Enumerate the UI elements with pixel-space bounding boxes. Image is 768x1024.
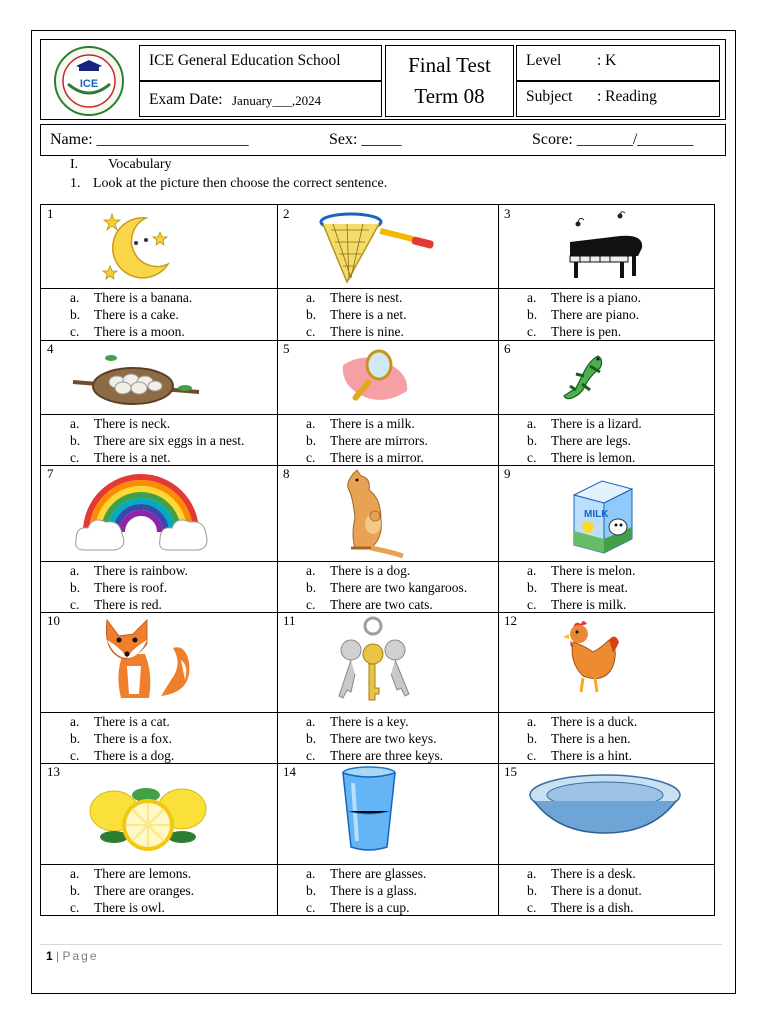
instruction-text: Look at the picture then choose the correct sentence. bbox=[93, 176, 388, 191]
answer-option[interactable] bbox=[498, 882, 714, 899]
answer-options bbox=[498, 561, 714, 613]
option-text: There is lemon. bbox=[551, 450, 636, 465]
question-cell bbox=[41, 205, 277, 340]
answer-option[interactable] bbox=[498, 865, 714, 882]
question-number: 5 bbox=[283, 341, 290, 356]
option-letter: a. bbox=[306, 416, 316, 431]
option-text: There are two kangaroos. bbox=[330, 580, 468, 595]
option-letter: a. bbox=[70, 563, 80, 578]
question-number: 2 bbox=[283, 206, 290, 221]
answer-option[interactable] bbox=[498, 747, 714, 764]
option-letter: a. bbox=[527, 714, 537, 729]
question-cell bbox=[41, 465, 277, 612]
question-cell bbox=[498, 205, 714, 340]
option-letter: c. bbox=[527, 900, 537, 915]
option-letter: b. bbox=[306, 731, 317, 746]
answer-option[interactable] bbox=[41, 865, 277, 882]
question-number: 13 bbox=[47, 764, 60, 779]
answer-options bbox=[41, 864, 277, 916]
glass-icon bbox=[339, 765, 399, 855]
option-letter: b. bbox=[70, 433, 81, 448]
option-text: There is a fox. bbox=[94, 731, 172, 746]
answer-option[interactable] bbox=[41, 306, 277, 323]
option-letter: b. bbox=[306, 580, 317, 595]
answer-option[interactable] bbox=[498, 579, 714, 596]
level-value: : K bbox=[597, 52, 617, 69]
school-logo bbox=[46, 44, 132, 118]
answer-option[interactable] bbox=[277, 882, 498, 899]
option-letter: a. bbox=[527, 563, 537, 578]
answer-option[interactable] bbox=[41, 882, 277, 899]
option-letter: b. bbox=[70, 883, 81, 898]
test-title-box bbox=[385, 45, 514, 117]
option-letter: c. bbox=[70, 900, 80, 915]
question-cell bbox=[498, 465, 714, 612]
option-text: There is red. bbox=[94, 597, 162, 612]
question-number: 1 bbox=[47, 206, 54, 221]
answer-option[interactable] bbox=[277, 449, 498, 466]
answer-options bbox=[498, 288, 714, 340]
rainbow-icon bbox=[74, 470, 209, 555]
subject-label: Subject bbox=[526, 88, 573, 105]
answer-option[interactable] bbox=[41, 449, 277, 466]
option-text: There is a duck. bbox=[551, 714, 638, 729]
option-letter: c. bbox=[306, 450, 316, 465]
test-term: Term 08 bbox=[414, 84, 485, 108]
question-number: 11 bbox=[283, 613, 296, 628]
exam-date-value: January___,2024 bbox=[232, 93, 322, 108]
option-text: There is owl. bbox=[94, 900, 165, 915]
answer-option[interactable] bbox=[277, 323, 498, 340]
question-cell bbox=[277, 340, 498, 465]
test-title: Final Test bbox=[408, 53, 491, 77]
answer-options bbox=[41, 288, 277, 340]
option-letter: b. bbox=[70, 731, 81, 746]
option-letter: b. bbox=[527, 580, 538, 595]
option-text: There is roof. bbox=[94, 580, 168, 595]
option-text: There is nest. bbox=[330, 290, 403, 305]
question-number: 10 bbox=[47, 613, 60, 628]
answer-option[interactable] bbox=[277, 579, 498, 596]
answer-option[interactable] bbox=[277, 713, 498, 730]
option-text: There is a hint. bbox=[551, 748, 632, 763]
option-text: There are six eggs in a nest. bbox=[94, 433, 245, 448]
option-letter: a. bbox=[527, 290, 537, 305]
option-text: There are three keys. bbox=[330, 748, 444, 763]
option-letter: b. bbox=[306, 433, 317, 448]
answer-option[interactable] bbox=[498, 323, 714, 340]
option-letter: a. bbox=[306, 866, 316, 881]
answer-option[interactable] bbox=[277, 596, 498, 613]
answer-options bbox=[277, 864, 498, 916]
question-number: 3 bbox=[504, 206, 511, 221]
option-letter: c. bbox=[306, 748, 316, 763]
answer-option[interactable] bbox=[498, 596, 714, 613]
option-letter: b. bbox=[527, 731, 538, 746]
option-text: There is a dog. bbox=[330, 563, 411, 578]
exam-date-label: Exam Date: bbox=[149, 91, 223, 108]
answer-option[interactable] bbox=[277, 747, 498, 764]
kangaroo-icon bbox=[331, 468, 406, 560]
answer-option[interactable] bbox=[41, 432, 277, 449]
option-text: There are legs. bbox=[551, 433, 631, 448]
net-icon bbox=[319, 210, 439, 285]
question-cell bbox=[498, 340, 714, 465]
name-field[interactable]: Name: ___________________ bbox=[50, 131, 249, 148]
answer-option[interactable] bbox=[277, 730, 498, 747]
option-letter: a. bbox=[70, 714, 80, 729]
question-number: 12 bbox=[504, 613, 517, 628]
option-letter: c. bbox=[306, 324, 316, 339]
score-field[interactable]: Score: _______/_______ bbox=[532, 131, 694, 148]
answer-option[interactable] bbox=[41, 562, 277, 579]
question-number: 8 bbox=[283, 466, 290, 481]
option-text: There is a glass. bbox=[330, 883, 417, 898]
answer-option[interactable] bbox=[498, 415, 714, 432]
mirror-icon bbox=[335, 347, 415, 409]
answer-option[interactable] bbox=[277, 865, 498, 882]
option-text: There are mirrors. bbox=[330, 433, 428, 448]
option-text: There are two cats. bbox=[330, 597, 433, 612]
option-letter: a. bbox=[306, 714, 316, 729]
option-text: There is a moon. bbox=[94, 324, 185, 339]
keys-icon bbox=[329, 614, 419, 704]
student-info-bar bbox=[40, 124, 726, 156]
option-text: There is a desk. bbox=[551, 866, 636, 881]
question-number: 9 bbox=[504, 466, 511, 481]
section-number: I. bbox=[70, 157, 79, 172]
answer-option[interactable] bbox=[277, 306, 498, 323]
option-text: There are glasses. bbox=[330, 866, 427, 881]
question-grid bbox=[40, 204, 715, 916]
sex-field[interactable]: Sex: _____ bbox=[329, 131, 402, 148]
option-letter: b. bbox=[527, 433, 538, 448]
answer-option[interactable] bbox=[277, 899, 498, 916]
answer-option[interactable] bbox=[498, 289, 714, 306]
answer-option[interactable] bbox=[41, 730, 277, 747]
answer-options bbox=[277, 414, 498, 466]
question-cell bbox=[498, 763, 714, 915]
option-text: There is meat. bbox=[551, 580, 628, 595]
option-text: There is neck. bbox=[94, 416, 171, 431]
answer-options bbox=[498, 712, 714, 764]
option-letter: a. bbox=[306, 563, 316, 578]
subject-value: : Reading bbox=[597, 88, 657, 105]
answer-option[interactable] bbox=[277, 415, 498, 432]
option-text: There is a net. bbox=[330, 307, 407, 322]
option-text: There are lemons. bbox=[94, 866, 192, 881]
answer-option[interactable] bbox=[41, 747, 277, 764]
fox-icon bbox=[93, 614, 193, 709]
option-text: There are piano. bbox=[551, 307, 640, 322]
answer-options bbox=[277, 288, 498, 340]
answer-option[interactable] bbox=[498, 306, 714, 323]
option-letter: c. bbox=[527, 597, 537, 612]
answer-option[interactable] bbox=[498, 432, 714, 449]
option-letter: b. bbox=[527, 307, 538, 322]
moon-stars-icon bbox=[98, 210, 178, 285]
option-letter: c. bbox=[527, 748, 537, 763]
option-text: There is a cake. bbox=[94, 307, 179, 322]
option-letter: c. bbox=[70, 597, 80, 612]
school-name-box bbox=[139, 45, 382, 81]
answer-option[interactable] bbox=[41, 415, 277, 432]
question-number: 15 bbox=[504, 764, 517, 779]
option-letter: a. bbox=[70, 866, 80, 881]
option-text: There are two keys. bbox=[330, 731, 437, 746]
dish-icon bbox=[528, 773, 683, 838]
instruction-number: 1. bbox=[70, 176, 81, 191]
answer-options bbox=[498, 414, 714, 466]
lemons-icon bbox=[86, 775, 211, 855]
option-text: There is a piano. bbox=[551, 290, 641, 305]
piano-icon bbox=[560, 208, 650, 283]
page-number: 1 bbox=[46, 949, 53, 963]
answer-options bbox=[277, 561, 498, 613]
answer-option[interactable] bbox=[41, 713, 277, 730]
option-letter: b. bbox=[306, 307, 317, 322]
option-text: There is a banana. bbox=[94, 290, 193, 305]
option-letter: b. bbox=[70, 580, 81, 595]
section-title: Vocabulary bbox=[108, 157, 172, 172]
option-text: There is a donut. bbox=[551, 883, 642, 898]
option-letter: b. bbox=[70, 307, 81, 322]
option-text: There is a key. bbox=[330, 714, 409, 729]
page-footer bbox=[46, 949, 99, 963]
answer-option[interactable] bbox=[498, 899, 714, 916]
question-cell bbox=[41, 340, 277, 465]
footer-divider bbox=[40, 944, 722, 945]
question-cell bbox=[277, 465, 498, 612]
option-letter: c. bbox=[70, 450, 80, 465]
answer-option[interactable] bbox=[41, 596, 277, 613]
option-text: There is a net. bbox=[94, 450, 171, 465]
logo-text: ICE bbox=[79, 78, 99, 90]
milk-text: MILK bbox=[584, 509, 609, 520]
option-text: There is rainbow. bbox=[94, 563, 188, 578]
answer-option[interactable] bbox=[41, 899, 277, 916]
lizard-icon bbox=[560, 350, 610, 405]
answer-options bbox=[277, 712, 498, 764]
option-letter: c. bbox=[527, 324, 537, 339]
page-label: Page bbox=[62, 949, 99, 963]
footer-separator: | bbox=[56, 949, 60, 963]
hen-icon bbox=[553, 618, 623, 698]
answer-option[interactable] bbox=[498, 730, 714, 747]
question-cell bbox=[41, 612, 277, 763]
option-letter: a. bbox=[527, 866, 537, 881]
option-letter: c. bbox=[70, 748, 80, 763]
option-letter: a. bbox=[70, 416, 80, 431]
option-text: There is a milk. bbox=[330, 416, 415, 431]
answer-option[interactable] bbox=[41, 323, 277, 340]
option-text: There is a dog. bbox=[94, 748, 175, 763]
question-cell bbox=[277, 205, 498, 340]
option-letter: c. bbox=[306, 900, 316, 915]
question-cell bbox=[277, 763, 498, 915]
option-text: There is a cup. bbox=[330, 900, 410, 915]
option-letter: a. bbox=[527, 416, 537, 431]
exam-date-box bbox=[139, 81, 382, 117]
question-cell bbox=[498, 612, 714, 763]
option-letter: a. bbox=[70, 290, 80, 305]
option-text: There is melon. bbox=[551, 563, 636, 578]
level-box bbox=[516, 45, 720, 81]
option-letter: b. bbox=[306, 883, 317, 898]
school-name: ICE General Education School bbox=[149, 52, 341, 69]
subject-box bbox=[516, 81, 720, 117]
question-cell bbox=[41, 763, 277, 915]
option-letter: a. bbox=[306, 290, 316, 305]
option-letter: c. bbox=[527, 450, 537, 465]
answer-option[interactable] bbox=[41, 289, 277, 306]
option-text: There is nine. bbox=[330, 324, 404, 339]
answer-option[interactable] bbox=[277, 562, 498, 579]
answer-options bbox=[498, 864, 714, 916]
answer-option[interactable] bbox=[41, 579, 277, 596]
option-text: There is pen. bbox=[551, 324, 622, 339]
option-text: There are oranges. bbox=[94, 883, 195, 898]
option-text: There is a dish. bbox=[551, 900, 634, 915]
option-text: There is a hen. bbox=[551, 731, 631, 746]
option-letter: c. bbox=[70, 324, 80, 339]
question-cell bbox=[277, 612, 498, 763]
answer-options bbox=[41, 561, 277, 613]
question-number: 14 bbox=[283, 764, 296, 779]
answer-option[interactable] bbox=[498, 562, 714, 579]
question-number: 4 bbox=[47, 341, 54, 356]
level-label: Level bbox=[526, 52, 562, 69]
option-letter: b. bbox=[527, 883, 538, 898]
answer-option[interactable] bbox=[498, 713, 714, 730]
question-number: 6 bbox=[504, 341, 511, 356]
option-text: There is a mirror. bbox=[330, 450, 424, 465]
option-letter: c. bbox=[306, 597, 316, 612]
option-text: There is milk. bbox=[551, 597, 627, 612]
option-text: There is a cat. bbox=[94, 714, 170, 729]
answer-options bbox=[41, 712, 277, 764]
answer-options bbox=[41, 414, 277, 466]
question-number: 7 bbox=[47, 466, 54, 481]
milk-carton-icon bbox=[566, 467, 641, 557]
answer-option[interactable] bbox=[498, 449, 714, 466]
nest-icon bbox=[71, 352, 201, 412]
answer-option[interactable] bbox=[277, 289, 498, 306]
answer-option[interactable] bbox=[277, 432, 498, 449]
option-text: There is a lizard. bbox=[551, 416, 642, 431]
